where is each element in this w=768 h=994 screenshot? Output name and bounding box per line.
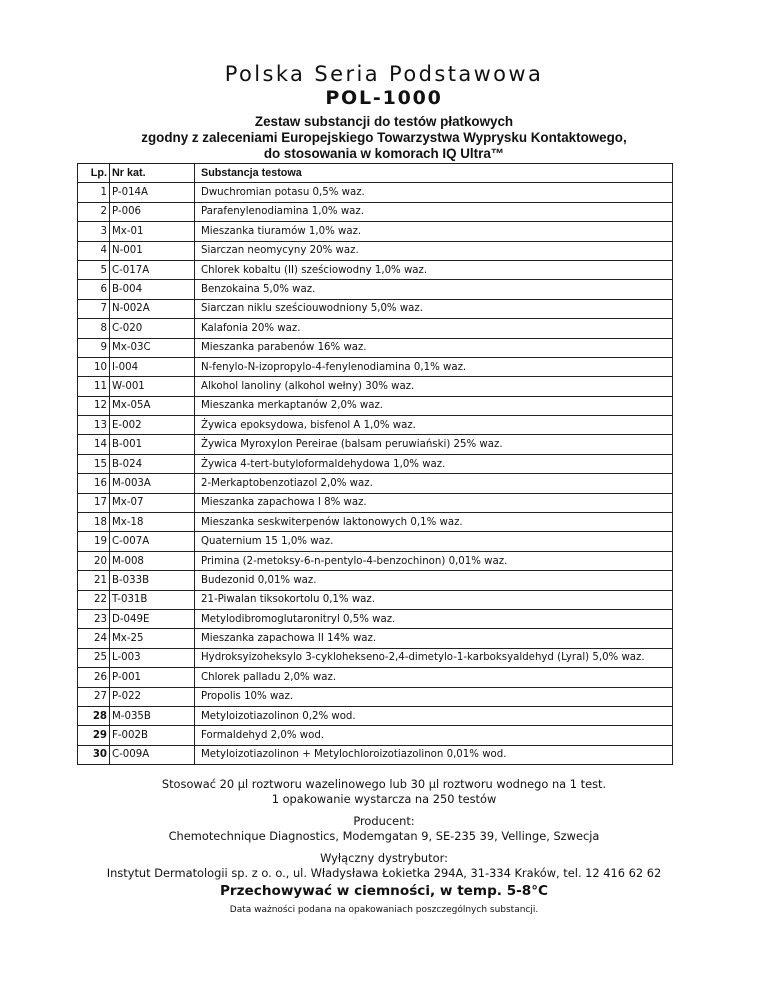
- substances-table: [77, 163, 673, 765]
- substance-name: Żywica Myroxylon Pereirae (balsam peruwiański) 25% waz.: [195, 435, 673, 454]
- substance-name: Primina (2-metoksy-6-n-pentylo-4-benzochinon) 0,01% waz.: [195, 551, 673, 570]
- row-number: 18: [78, 513, 110, 532]
- catalog-number: P-006: [110, 202, 195, 221]
- distributor-label: Wyłączny dystrybutor:: [320, 851, 448, 865]
- table-row: [78, 668, 673, 687]
- table-row: [78, 183, 673, 202]
- row-number: 10: [78, 357, 110, 376]
- row-number: 3: [78, 222, 110, 241]
- row-number: 25: [78, 648, 110, 667]
- catalog-number: N-002A: [110, 299, 195, 318]
- substance-name: Hydroksyizoheksylo 3-cykloheksenо-2,4-dimetylo-1-karboksyaldehyd (Lyral) 5,0% waz.: [195, 648, 673, 667]
- row-number: 27: [78, 687, 110, 706]
- row-number: 14: [78, 435, 110, 454]
- substance-name: Mieszanka seskwiterpenów laktonowych 0,1% waz.: [195, 513, 673, 532]
- document-title: Polska Seria Podstawowa: [224, 62, 544, 86]
- table-row: [78, 377, 673, 396]
- substance-name: Quaternium 15 1,0% waz.: [195, 532, 673, 551]
- catalog-number: Mx-07: [110, 493, 195, 512]
- catalog-number: P-001: [110, 668, 195, 687]
- catalog-number: P-014A: [110, 183, 195, 202]
- substance-name: Mieszanka zapachowa I 8% waz.: [195, 493, 673, 512]
- header-substance: Substancja testowa: [195, 164, 673, 183]
- substance-name: Metyloizotiazolinon + Metylochloroizotiazolinon 0,01% wod.: [195, 745, 673, 764]
- substance-name: Siarczan neomycyny 20% waz.: [195, 241, 673, 260]
- substance-name: Mieszanka tiuramów 1,0% waz.: [195, 222, 673, 241]
- substance-name: Siarczan niklu sześciouwodniony 5,0% waz.: [195, 299, 673, 318]
- table-row: [78, 435, 673, 454]
- row-number: 1: [78, 183, 110, 202]
- catalog-number: C-020: [110, 319, 195, 338]
- catalog-number: Mx-01: [110, 222, 195, 241]
- row-number: 19: [78, 532, 110, 551]
- substance-name: Dwuchromian potasu 0,5% waz.: [195, 183, 673, 202]
- table-row: [78, 357, 673, 376]
- catalog-number: Mx-03C: [110, 338, 195, 357]
- row-number: 21: [78, 571, 110, 590]
- catalog-number: B-024: [110, 454, 195, 473]
- expiry-note: Data ważności podana na opakowaniach poszczególnych substancji.: [229, 905, 539, 915]
- row-number: 26: [78, 668, 110, 687]
- catalog-number: B-001: [110, 435, 195, 454]
- row-number: 23: [78, 609, 110, 628]
- table-row: [78, 280, 673, 299]
- row-number: 30: [78, 745, 110, 764]
- row-number: 9: [78, 338, 110, 357]
- catalog-number: M-035B: [110, 706, 195, 725]
- catalog-number: Mx-25: [110, 629, 195, 648]
- substance-name: Metylodibromoglutaronitryl 0,5% waz.: [195, 609, 673, 628]
- row-number: 17: [78, 493, 110, 512]
- catalog-number: N-001: [110, 241, 195, 260]
- substance-name: Propolis 10% waz.: [195, 687, 673, 706]
- catalog-number: E-002: [110, 416, 195, 435]
- table-row: [78, 299, 673, 318]
- row-number: 11: [78, 377, 110, 396]
- catalog-number: I-004: [110, 357, 195, 376]
- substance-name: Budezonid 0,01% waz.: [195, 571, 673, 590]
- substance-name: N-fenylo-N-izopropylo-4-fenylenodiamina 0,1% waz.: [195, 357, 673, 376]
- row-number: 12: [78, 396, 110, 415]
- substance-name: Parafenylenodiamina 1,0% waz.: [195, 202, 673, 221]
- row-number: 22: [78, 590, 110, 609]
- table-row: [78, 493, 673, 512]
- table-row: [78, 571, 673, 590]
- substance-name: Chlorek kobaltu (II) sześciowodny 1,0% waz.: [195, 260, 673, 279]
- subtitle-line: Zestaw substancji do testów płatkowych: [254, 114, 514, 129]
- table-row: [78, 241, 673, 260]
- substance-name: 2-Merkaptobenzotiazol 2,0% waz.: [195, 474, 673, 493]
- table-row: [78, 202, 673, 221]
- substance-name: Chlorek palladu 2,0% waz.: [195, 668, 673, 687]
- table-header-row: [78, 164, 673, 183]
- substance-name: Formaldehyd 2,0% wod.: [195, 726, 673, 745]
- usage-line: 1 opakowanie wystarcza na 250 testów: [271, 791, 497, 806]
- substance-name: Żywica 4-tert-butyloformaldehydowa 1,0% waz.: [195, 454, 673, 473]
- table-row: [78, 319, 673, 338]
- header-catalog-number: Nr kat.: [110, 164, 195, 183]
- usage-notes: [0, 777, 768, 880]
- catalog-number: C-009A: [110, 745, 195, 764]
- row-number: 7: [78, 299, 110, 318]
- row-number: 28: [78, 706, 110, 725]
- producer-label: Producent:: [353, 814, 415, 828]
- catalog-number: Mx-05A: [110, 396, 195, 415]
- row-number: 24: [78, 629, 110, 648]
- storage-instructions: Przechowywać w ciemności, w temp. 5-8°C: [219, 883, 549, 899]
- catalog-number: B-004: [110, 280, 195, 299]
- row-number: 8: [78, 319, 110, 338]
- table-row: [78, 454, 673, 473]
- row-number: 15: [78, 454, 110, 473]
- subtitle-line: zgodny z zaleceniami Europejskiego Towarzystwa Wyprysku Kontaktowego,: [141, 130, 627, 145]
- row-number: 16: [78, 474, 110, 493]
- row-number: 20: [78, 551, 110, 570]
- catalog-number: P-022: [110, 687, 195, 706]
- catalog-number: Mx-18: [110, 513, 195, 532]
- table-body: [78, 183, 673, 765]
- table-row: [78, 222, 673, 241]
- catalog-number: F-002B: [110, 726, 195, 745]
- table-row: [78, 726, 673, 745]
- table-row: [78, 260, 673, 279]
- header-lp: Lp.: [78, 164, 110, 183]
- subtitle-line: do stosowania w komorach IQ Ultra™: [263, 146, 505, 161]
- catalog-number: T-031B: [110, 590, 195, 609]
- table-row: [78, 513, 673, 532]
- row-number: 29: [78, 726, 110, 745]
- table-row: [78, 590, 673, 609]
- table-row: [78, 629, 673, 648]
- table-row: [78, 745, 673, 764]
- document-subtitle: [0, 114, 768, 162]
- usage-line: Stosować 20 µl roztworu wazelinowego lub 30 µl roztworu wodnego na 1 test.: [161, 777, 607, 791]
- substance-name: Żywica epoksydowa, bisfenol A 1,0% waz.: [195, 416, 673, 435]
- table-row: [78, 532, 673, 551]
- table-row: [78, 609, 673, 628]
- table-row: [78, 396, 673, 415]
- catalog-number: C-007A: [110, 532, 195, 551]
- substance-name: Mieszanka merkaptanów 2,0% waz.: [195, 396, 673, 415]
- substance-name: Metyloizotiazolinon 0,2% wod.: [195, 706, 673, 725]
- distributor-address: Instytut Dermatologii sp. z o. o., ul. Władysława Łokietka 294A, 31-334 Kraków, tel. 12 416 62 62: [106, 865, 662, 880]
- catalog-number: B-033B: [110, 571, 195, 590]
- substance-name: 21-Piwalan tiksokortolu 0,1% waz.: [195, 590, 673, 609]
- substance-name: Mieszanka zapachowa II 14% waz.: [195, 629, 673, 648]
- catalog-number: L-003: [110, 648, 195, 667]
- row-number: 13: [78, 416, 110, 435]
- row-number: 4: [78, 241, 110, 260]
- substance-name: Kalafonia 20% waz.: [195, 319, 673, 338]
- table-row: [78, 706, 673, 725]
- table-row: [78, 687, 673, 706]
- table-row: [78, 474, 673, 493]
- table-row: [78, 416, 673, 435]
- producer-address: Chemotechnique Diagnostics, Modemgatan 9, SE-235 39, Vellinge, Szwecja: [168, 828, 600, 843]
- catalog-number: D-049E: [110, 609, 195, 628]
- catalog-number: W-001: [110, 377, 195, 396]
- row-number: 2: [78, 202, 110, 221]
- catalog-number: M-003A: [110, 474, 195, 493]
- catalog-number: C-017A: [110, 260, 195, 279]
- substance-name: Benzokaina 5,0% waz.: [195, 280, 673, 299]
- table-row: [78, 648, 673, 667]
- product-code: POL-1000: [325, 87, 443, 109]
- substance-name: Alkohol lanoliny (alkohol wełny) 30% waz.: [195, 377, 673, 396]
- catalog-number: M-008: [110, 551, 195, 570]
- table-row: [78, 551, 673, 570]
- table-row: [78, 338, 673, 357]
- row-number: 6: [78, 280, 110, 299]
- substance-name: Mieszanka parabenów 16% waz.: [195, 338, 673, 357]
- row-number: 5: [78, 260, 110, 279]
